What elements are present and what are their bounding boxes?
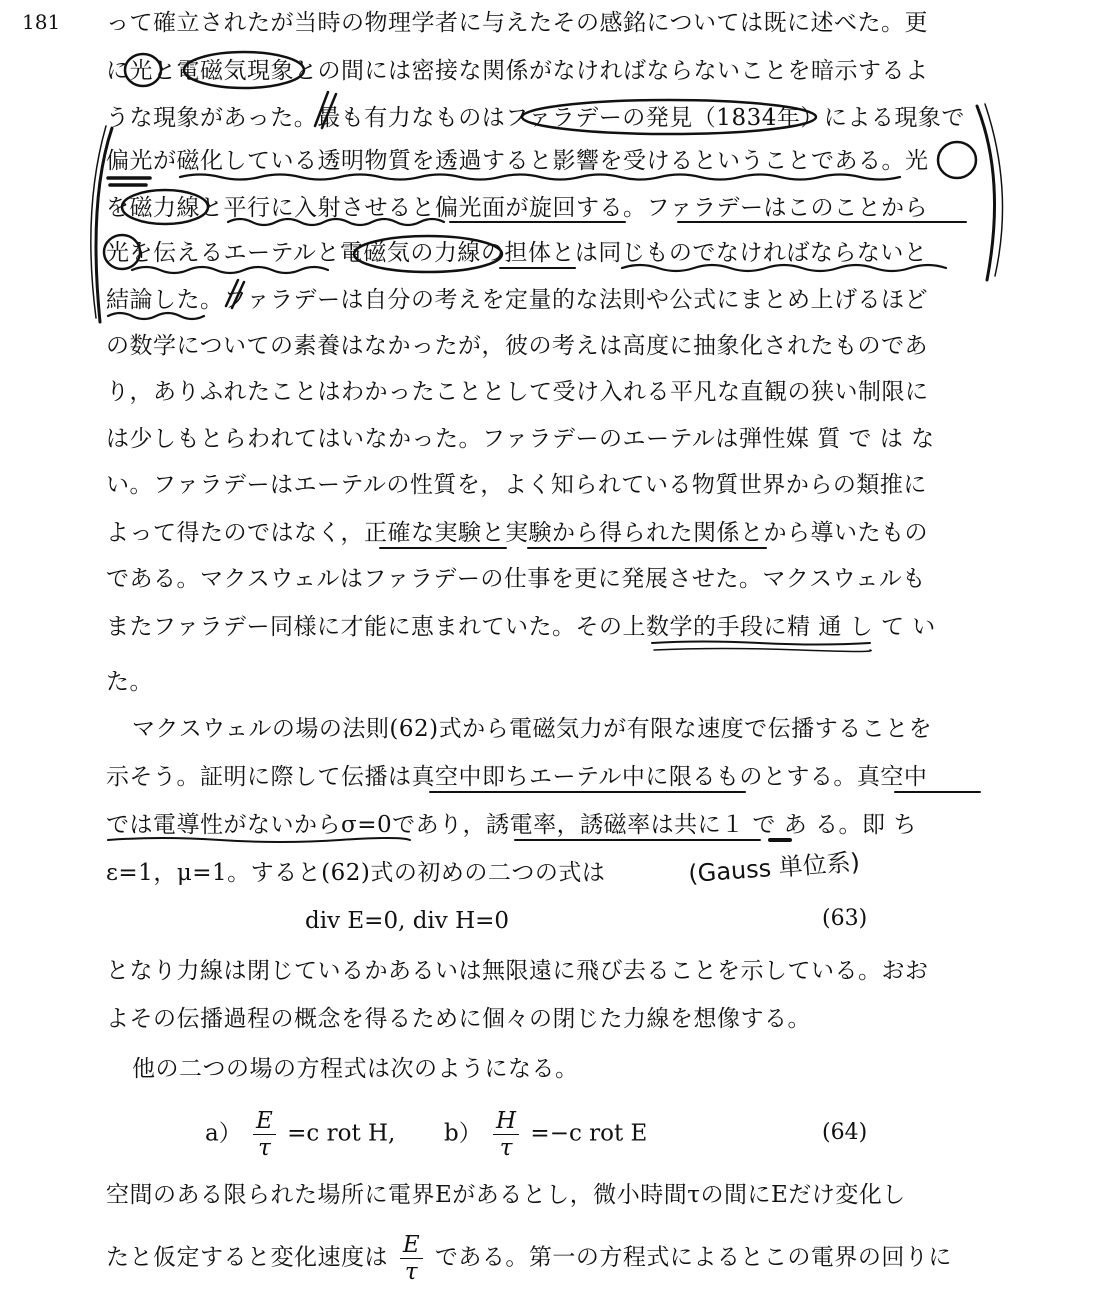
text-line: を磁力線と平行に入射させると偏光面が旋回する。ファラデーはこのことから [106, 195, 929, 221]
text-line: ε=1，μ=1。すると(62)式の初めの二つの式は [106, 860, 606, 886]
fraction-denominator: τ [499, 1135, 513, 1161]
equation-63: div E=0, div H=0 [305, 908, 510, 934]
text-line: は少しもとらわれてはいなかった。ファラデーのエーテルは弾性媒 質 で は な [106, 426, 935, 452]
text-line: 空間のある限られた場所に電界Eがあるとし，微小時間τの間にEだけ変化し [106, 1182, 906, 1208]
text-line: 示そう。証明に際して伝播は真空中即ちエーテル中に限るものとする。真空中 [106, 764, 928, 790]
text-line: うな現象があった。最も有力なものはファラデーの発見（1834年）による現象で [106, 105, 965, 131]
text-line: の数学についての素養はなかったが，彼の考えは高度に抽象化されたものであ [106, 333, 929, 359]
text-line: に光と電磁気現象との間には密接な関係がなければならないことを暗示するよ [106, 58, 929, 84]
text-line: 光を伝えるエーテルと電磁気の力線の担体とは同じものでなければならないと [106, 240, 928, 266]
fraction-denominator: τ [404, 1259, 419, 1285]
text-line: た。 [106, 669, 153, 695]
fraction-numerator: E [253, 1108, 276, 1135]
eq64-a-rhs: =c rot H, [287, 1120, 396, 1147]
fraction-numerator: E [400, 1232, 423, 1259]
bracket-mark [91, 126, 106, 318]
handwritten-note: (Gauss 単位系) [687, 848, 861, 888]
inline-fraction [400, 1232, 423, 1285]
eq64-b-label: b） [444, 1120, 482, 1147]
eq64-b-fraction [493, 1108, 519, 1161]
text-segment: である。第一の方程式によるとこの電界の回りに [434, 1244, 952, 1271]
text-line: 他の二つの場の方程式は次のようになる。 [132, 1056, 579, 1082]
fraction-numerator: H [493, 1108, 519, 1135]
bracket-mark [985, 104, 1003, 276]
text-line: い。ファラデーはエーテルの性質を，よく知られている物質世界からの類推に [106, 472, 927, 498]
text-line: では電導性がないからσ=0であり，誘電率，誘磁率は共に１ で あ る。即 ち [106, 812, 917, 838]
equation-number-63: (63) [822, 906, 868, 931]
eq64-b-rhs: =−c rot E [530, 1120, 648, 1147]
text-line: マクスウェルの場の法則(62)式から電磁気力が有限な速度で伝播することを [132, 716, 933, 742]
page-number: 181 [22, 10, 61, 34]
bracket-mark [977, 106, 995, 280]
text-line: である。マクスウェルはファラデーの仕事を更に発展させた。マクスウェルも [106, 566, 926, 592]
text-line: 結論した。ファラデーは自分の考えを定量的な法則や公式にまとめ上げるほど [106, 287, 929, 313]
eq64-a-label: a） [205, 1120, 242, 1147]
fraction-denominator: τ [258, 1135, 271, 1161]
text-line: またファラデー同様に才能に恵まれていた。その上数学的手段に精 通 し て い [106, 614, 936, 640]
text-line: となり力線は閉じているかあるいは無限遠に飛び去ることを示している。おお [106, 958, 929, 984]
text-line: り，ありふれたことはわかったこととして受け入れる平凡な直観の狭い制限に [106, 379, 929, 405]
text-line: って確立されたが当時の物理学者に与えたその感銘については既に述べた。更 [106, 10, 929, 36]
equation-64 [205, 1108, 647, 1161]
text-line: よって得たのではなく，正確な実験と実験から得られた関係とから導いたもの [106, 520, 929, 546]
underline-mark [108, 178, 150, 185]
eq64-a-fraction [253, 1108, 276, 1161]
text-line: 偏光が磁化している透明物質を透過すると影響を受けるということである。光 [106, 148, 929, 174]
underline-mark [654, 649, 871, 652]
text-segment: たと仮定すると変化速度は [106, 1244, 388, 1271]
equation-number-64: (64) [822, 1120, 868, 1145]
text-line: よその伝播過程の概念を得るために個々の閉じた力線を想像する。 [106, 1006, 811, 1032]
text-line-with-fraction [106, 1232, 952, 1285]
